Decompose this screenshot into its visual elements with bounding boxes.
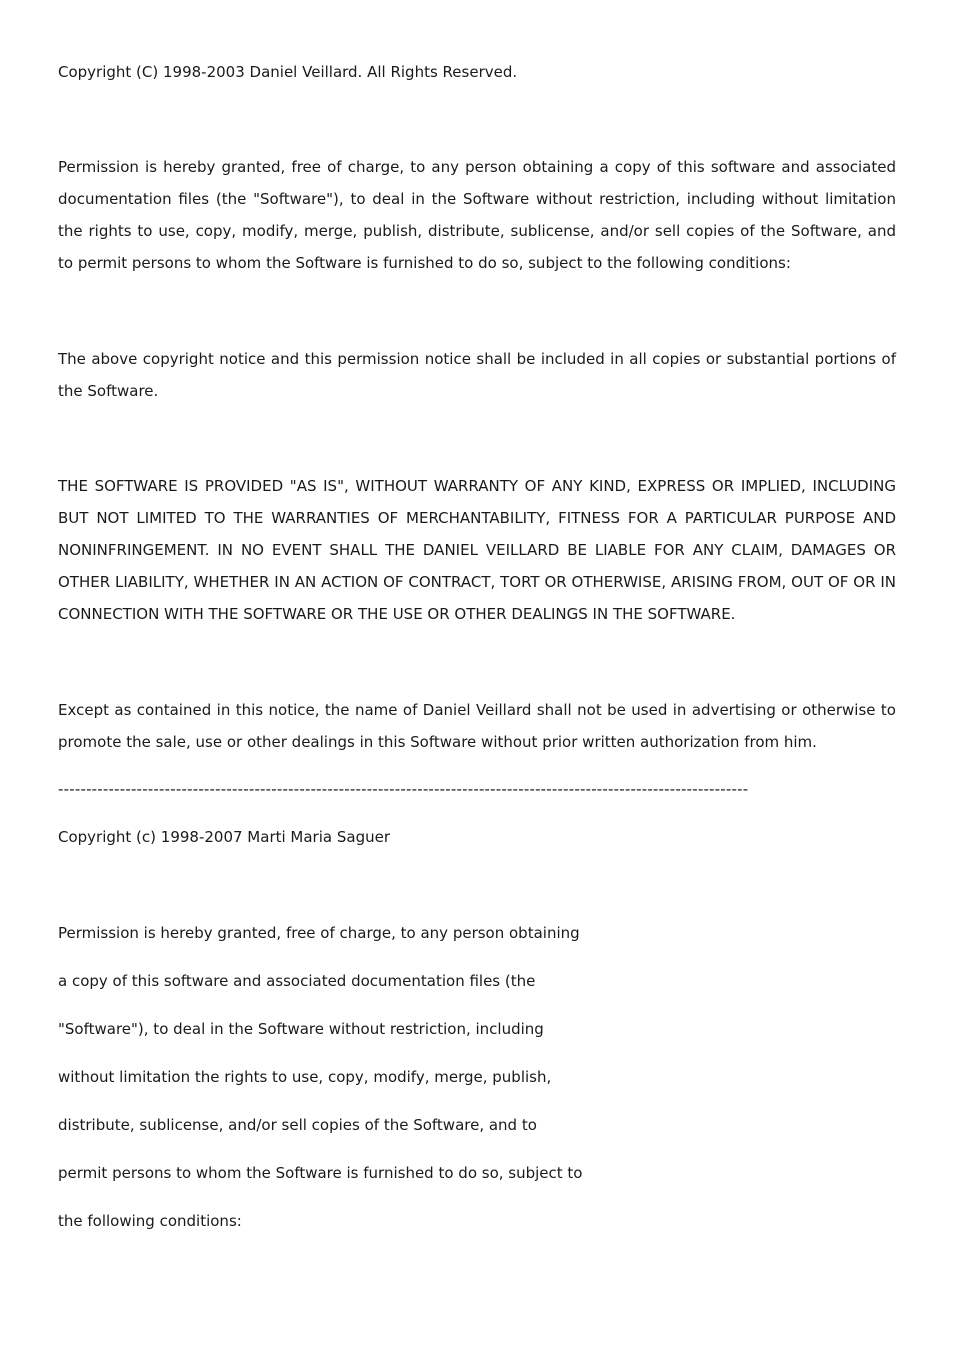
- except-paragraph: Except as contained in this notice, the name of Daniel Veillard shall not be used in advertising or otherwise to promote the sale, use or other dealings in this Software without prior written authorization from him.: [58, 701, 896, 751]
- section-separator: ---------------------------------------------------------------------------------------------------------------------------: [58, 780, 749, 798]
- saguer-line: "Software"), to deal in the Software without restriction, including: [58, 1020, 544, 1038]
- copyright-veillard: Copyright (C) 1998-2003 Daniel Veillard. All Rights Reserved.: [58, 63, 518, 81]
- warranty-paragraph: THE SOFTWARE IS PROVIDED "AS IS", WITHOUT WARRANTY OF ANY KIND, EXPRESS OR IMPLIED, INCLUDING BUT NOT LIMITED TO THE WARRANTIES OF MERCHANTABILITY, FITNESS FOR A PARTICULAR PURPOSE AND NONINFRINGEMENT. IN NO EVENT SHALL THE DANIEL VEILLARD BE LIABLE FOR ANY CLAIM, DAMAGES OR OTHER LIABILITY, WHETHER IN AN ACTION OF CONTRACT, TORT OR OTHERWISE, ARISING FROM, OUT OF OR IN CONNECTION WITH THE SOFTWARE OR THE USE OR OTHER DEALINGS IN THE SOFTWARE.: [58, 477, 896, 623]
- notice-paragraph: The above copyright notice and this permission notice shall be included in all copies or substantial portions of the Software.: [58, 350, 896, 400]
- saguer-line: a copy of this software and associated documentation files (the: [58, 972, 536, 990]
- permission-paragraph: Permission is hereby granted, free of charge, to any person obtaining a copy of this software and associated documentation files (the "Software"), to deal in the Software without restriction, including without limitation the rights to use, copy, modify, merge, publish, distribute, sublicense, and/or sell copies of the Software, and to permit persons to whom the Software is furnished to do so, subject to the following conditions:: [58, 158, 896, 272]
- saguer-line: distribute, sublicense, and/or sell copies of the Software, and to: [58, 1116, 537, 1134]
- saguer-line: Permission is hereby granted, free of charge, to any person obtaining: [58, 924, 580, 942]
- saguer-line: without limitation the rights to use, copy, modify, merge, publish,: [58, 1068, 552, 1086]
- copyright-saguer: Copyright (c) 1998-2007 Marti Maria Saguer: [58, 828, 390, 846]
- saguer-line: the following conditions:: [58, 1212, 242, 1230]
- saguer-line: permit persons to whom the Software is furnished to do so, subject to: [58, 1164, 583, 1182]
